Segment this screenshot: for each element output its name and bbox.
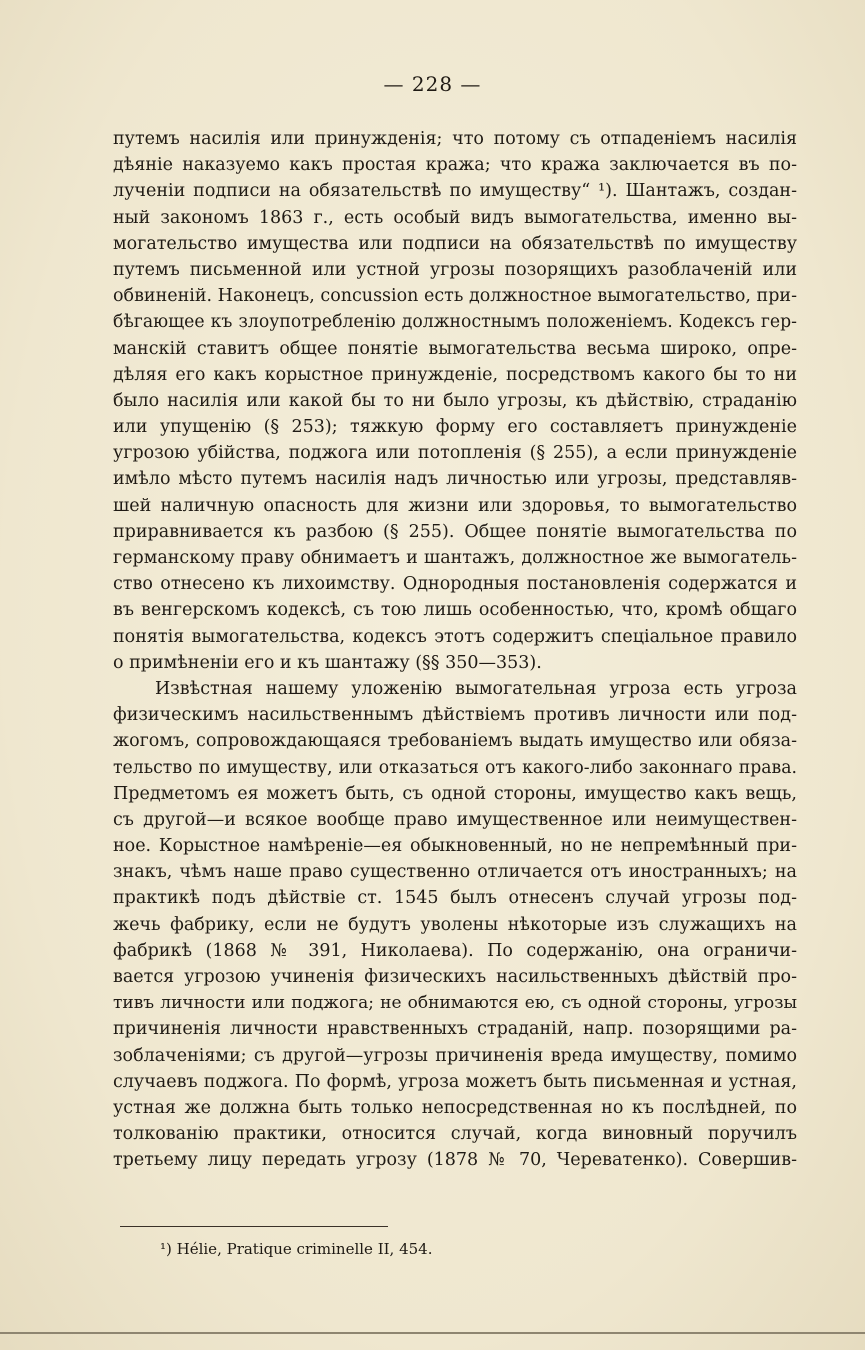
text-line: тельство по имуществу, или отказаться отъ какого-либо законнаго права. [113, 757, 797, 778]
text-line: ный закономъ 1863 г., есть особый видъ вымогательства, именно вы- [113, 207, 797, 228]
text-line: или упущенію (§ 253); тяжкую форму его составляетъ принужденіе [113, 417, 797, 438]
text-line: ное. Корыстное намѣреніе—ея обыкновенный, но не непремѣнный при- [113, 836, 797, 857]
page-bottom-edge [0, 1332, 865, 1334]
text-line: случаевъ поджога. По формѣ, угроза можетъ быть письменная и устная, [113, 1071, 797, 1092]
text-line: бѣгающее къ злоупотребленію должностнымъ положеніемъ. Кодексъ гер- [113, 312, 797, 333]
page-number: — 228 — [383, 72, 482, 96]
text-line: въ венгерскомъ кодексѣ, съ тою лишь особенностью, что, кромѣ общаго [113, 600, 797, 621]
text-line: имѣло мѣсто путемъ насилія надъ личностью или угрозы, представляв- [113, 469, 797, 490]
text-line: третьему лицу передать угрозу (1878 № 70, Череватенко). Совершив- [113, 1150, 797, 1171]
text-line: ство отнесено къ лихоимству. Однородныя постановленія содержатся и [113, 574, 797, 595]
text-line: знакъ, чѣмъ наше право существенно отличается отъ иностранныхъ; на [113, 862, 797, 883]
text-line: манскій ставитъ общее понятіе вымогательства весьма широко, опре- [113, 338, 797, 359]
text-line: жогомъ, сопровождающаяся требованіемъ выдать имущество или обяза- [113, 731, 797, 752]
text-line: путемъ насилія или принужденія; что потому съ отпаденіемъ насилія [113, 129, 797, 149]
text-line: вается угрозою учиненія физическихъ насильственныхъ дѣйствій про- [113, 967, 797, 987]
text-line: лученіи подписи на обязательствѣ по имуществу“ ¹). Шантажъ, создан- [113, 181, 797, 202]
footnote-divider [120, 1226, 388, 1227]
paragraph-end-line: о примѣненіи его и къ шантажу (§§ 350—353). [113, 652, 542, 673]
text-line: фабрикѣ (1868 № 391, Николаева). По содержанію, она ограничи- [113, 940, 797, 961]
text-line: съ другой—и всякое вообще право имущественное или неимуществен- [113, 809, 797, 830]
text-line: приравнивается къ разбою (§ 255). Общее понятіе вымогательства по [113, 521, 797, 542]
text-line: угрозою убійства, поджога или потопленія (§ 255), а если принужденіе [113, 443, 797, 464]
text-line: устная же должна быть только непосредственная но къ послѣдней, по [113, 1097, 797, 1118]
body-text [113, 126, 797, 1174]
text-line: тивъ личности или поджога; не обнимаются ею, съ одной стороны, угрозы [113, 993, 797, 1014]
text-line: толкованію практики, относится случай, когда виновный поручилъ [113, 1124, 797, 1145]
text-line: практикѣ подъ дѣйствіе ст. 1545 былъ отнесенъ случай угрозы под- [113, 888, 797, 909]
text-line: путемъ письменной или устной угрозы позорящихъ разоблаченій или [113, 259, 797, 280]
text-line: зоблаченіями; съ другой—угрозы причиненія вреда имуществу, помимо [113, 1045, 797, 1066]
text-line: понятія вымогательства, кодексъ этотъ содержитъ спеціальное правило [113, 626, 797, 647]
text-line: дѣяніе наказуемо какъ простая кража; что кража заключается въ по- [113, 155, 797, 176]
paragraph-start-line: Извѣстная нашему уложенію вымогательная угроза есть угроза [155, 678, 797, 699]
text-line: Предметомъ ея можетъ быть, съ одной стороны, имущество какъ вещь, [113, 783, 797, 804]
text-line: было насилія или какой бы то ни было угрозы, къ дѣйствію, страданію [113, 390, 797, 411]
text-line: физическимъ насильственнымъ дѣйствіемъ противъ личности или под- [113, 705, 797, 726]
text-line: дѣляя его какъ корыстное принужденіе, посредствомъ какого бы то ни [113, 364, 797, 385]
text-line: шей наличную опасность для жизни или здоровья, то вымогательство [113, 495, 797, 516]
text-line: германскому праву обнимаетъ и шантажъ, должностное же вымогатель- [113, 548, 797, 568]
text-line: жечь фабрику, если не будутъ уволены нѣкоторые изъ служащихъ на [113, 914, 797, 935]
footnote: ¹) Hélie, Pratique criminelle II, 454. [160, 1240, 433, 1258]
text-line: обвиненій. Наконецъ, concussion есть должностное вымогательство, при- [113, 286, 797, 307]
text-line: могательство имущества или подписи на обязательствѣ по имуществу [113, 233, 797, 254]
text-line: причиненія личности нравственныхъ страданій, напр. позорящими ра- [113, 1019, 797, 1040]
